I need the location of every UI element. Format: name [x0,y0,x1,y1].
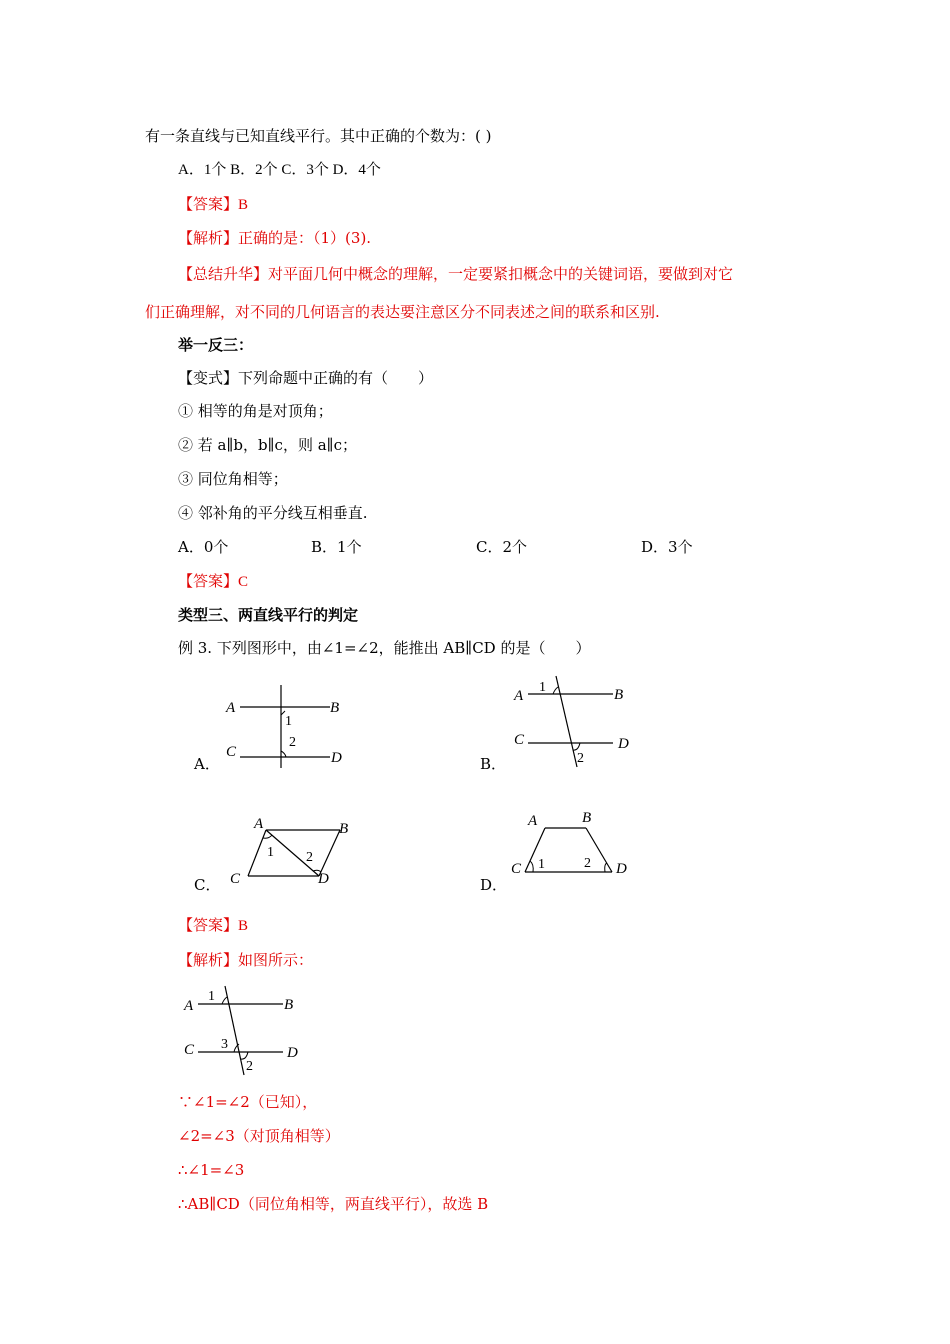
proposition-1: ① 相等的角是对顶角； [178,402,333,420]
example-3-question: 例 3. 下列图形中，由∠1=∠2，能推出 AB∥CD 的是（ ） [178,639,591,657]
solution-step-3: ∴∠1=∠3 [178,1161,245,1179]
svg-text:A: A [184,998,194,1014]
figure-b-label: B． [480,755,507,773]
svg-text:A: A [254,816,264,832]
variant-option-b: B．1个 [311,538,362,556]
svg-text:2: 2 [577,751,584,766]
svg-text:2: 2 [306,850,313,865]
svg-text:3: 3 [221,1037,228,1052]
svg-text:D: D [331,750,342,766]
svg-text:2: 2 [246,1059,253,1074]
svg-text:C: C [511,861,522,877]
solution-step-1: ∵∠1=∠2（已知）， [178,1093,318,1111]
svg-text:1: 1 [208,989,215,1004]
svg-text:D: D [616,861,627,877]
svg-text:B: B [284,997,294,1013]
svg-text:C: C [230,871,241,887]
variant-option-d: D．3个 [641,538,693,556]
proposition-3: ③ 同位角相等； [178,470,288,488]
svg-text:A: A [528,813,538,829]
figure-d-label: D． [480,876,508,894]
svg-text:D: D [287,1045,298,1061]
svg-text:A: A [514,688,524,704]
solution-figure [180,982,320,1077]
question-tail: 有一条直线与已知直线平行。其中正确的个数为：( ) [145,127,492,145]
variant-question: 【变式】下列命题中正确的有（ ） [178,369,434,387]
summary-line-1: 【总结升华】对平面几何中概念的理解，一定要紧扣概念中的关键词语，要做到对它 [178,265,734,283]
svg-text:B: B [582,810,592,826]
svg-text:1: 1 [539,680,546,695]
summary-line-2: 们正确理解，对不同的几何语言的表达要注意区分不同表述之间的联系和区别. [145,303,660,321]
svg-text:1: 1 [267,845,274,860]
solution-step-4: ∴AB∥CD（同位角相等，两直线平行），故选 B [178,1195,489,1213]
type-three-heading: 类型三、两直线平行的判定 [178,606,359,624]
svg-text:B: B [330,700,340,716]
svg-text:A: A [226,700,236,716]
variant-option-a: A．0个 [178,538,229,556]
svg-text:C: C [514,732,525,748]
figure-d [508,805,648,885]
variant-option-c: C．2个 [476,538,528,556]
answer-3: 【答案】B [178,916,249,934]
svg-text:D: D [318,871,329,887]
analysis-1: 【解析】正确的是：（1）(3). [178,229,372,247]
svg-text:C: C [226,744,237,760]
svg-text:2: 2 [584,856,591,871]
question-options: A．1个 B．2个 C．3个 D．4个 [178,162,381,178]
svg-text:D: D [618,736,629,752]
figure-c-label: C． [194,876,221,894]
practice-heading: 举一反三： [178,336,254,354]
svg-text:1: 1 [538,857,545,872]
proposition-2: ② 若 a∥b，b∥c，则 a∥c； [178,436,357,454]
figure-b [510,672,650,767]
figure-a-label: A． [194,755,220,773]
figure-a [222,680,352,770]
answer-1: 【答案】B [178,195,249,213]
svg-text:B: B [339,821,349,837]
svg-text:2: 2 [289,735,296,750]
analysis-3: 【解析】如图所示： [178,951,314,969]
svg-text:1: 1 [285,714,292,729]
figure-c [222,812,362,892]
solution-step-2: ∠2=∠3（对顶角相等） [178,1127,340,1145]
svg-text:B: B [614,687,624,703]
svg-text:C: C [184,1042,195,1058]
proposition-4: ④ 邻补角的平分线互相垂直. [178,504,368,522]
answer-2: 【答案】C [178,572,249,590]
